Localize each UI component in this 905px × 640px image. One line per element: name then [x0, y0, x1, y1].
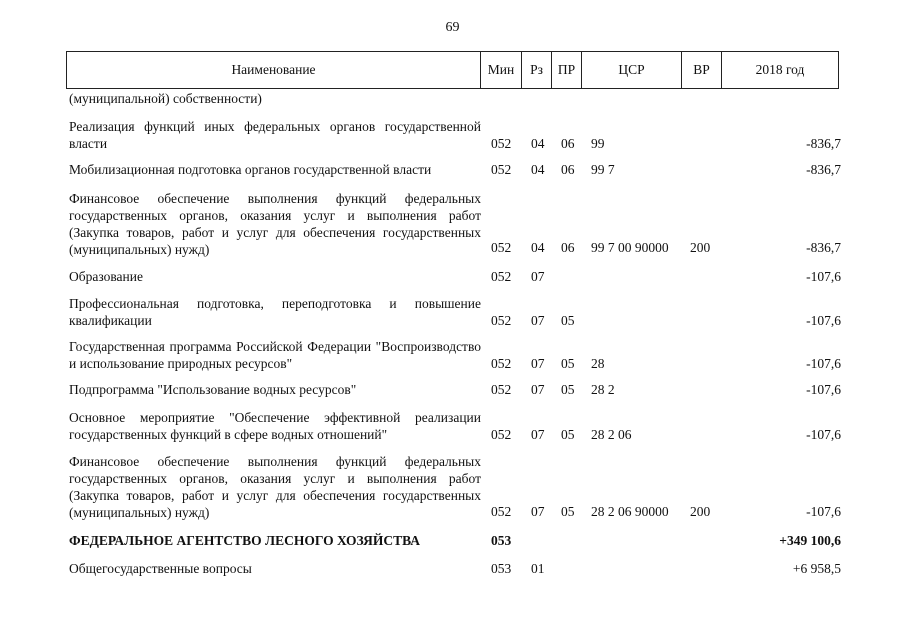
row-pr: 05: [561, 313, 575, 328]
row-csr: 28 2 06: [591, 427, 632, 442]
row-amount: -107,6: [806, 427, 841, 442]
header-rz: Рз: [522, 52, 552, 89]
row-pr: 05: [561, 504, 575, 519]
row-min: 052: [491, 427, 512, 442]
row-rz: 07: [531, 382, 545, 397]
row-name: Подпрограмма "Использование водных ресурсов": [69, 382, 357, 397]
row-amount: +6 958,5: [792, 561, 841, 576]
header-name: Наименование: [67, 52, 481, 89]
row-csr: 99: [591, 136, 605, 151]
row-rz: 07: [531, 356, 545, 371]
row-csr: 99 7 00 90000: [591, 240, 669, 255]
row-name: Реализация функций иных федеральных органов государственной власти: [69, 119, 481, 151]
page-number: 69: [445, 20, 460, 35]
row-rz: 07: [531, 313, 545, 328]
row-min: 052: [491, 136, 512, 151]
row-csr: 28 2 06 90000: [591, 504, 669, 519]
row-pr: 05: [561, 382, 575, 397]
row-min: 052: [491, 240, 512, 255]
row-rz: 07: [531, 269, 545, 284]
row-rz: 04: [531, 136, 545, 151]
row-amount: -836,7: [806, 240, 841, 255]
header-csr: ЦСР: [582, 52, 682, 89]
row-rz: 01: [531, 561, 545, 576]
row-name: Основное мероприятие "Обеспечение эффективной реализации государственных функций в сфере водных отношений": [69, 410, 481, 442]
row-rz: 07: [531, 427, 545, 442]
row-amount: -107,6: [806, 382, 841, 397]
row-pr: 06: [561, 162, 575, 177]
row-csr: 99 7: [591, 162, 615, 177]
row-rz: 04: [531, 240, 545, 255]
row-min: 052: [491, 313, 512, 328]
row-amount: +349 100,6: [779, 533, 841, 548]
row-amount: -107,6: [806, 356, 841, 371]
row-amount: -836,7: [806, 162, 841, 177]
header-min: Мин: [481, 52, 522, 89]
row-pr: 05: [561, 427, 575, 442]
row-csr: 28 2: [591, 382, 615, 397]
row-min: 052: [491, 504, 512, 519]
row-rz: 07: [531, 504, 545, 519]
row-amount: -107,6: [806, 504, 841, 519]
row-amount: -836,7: [806, 136, 841, 151]
table-header: [66, 51, 839, 89]
row-min: 052: [491, 162, 512, 177]
row-name: Профессиональная подготовка, переподготовка и повышение квалификации: [69, 296, 481, 328]
row-pr: 06: [561, 240, 575, 255]
row-pr: 06: [561, 136, 575, 151]
row-name: Финансовое обеспечение выполнения функций федеральных государственных органов, оказания услуг и выполнения работ (Закупка товаров, работ и услуг для обеспечения государственных (муниципальных) нужд): [69, 191, 481, 257]
row-name: Мобилизационная подготовка органов государственной власти: [69, 162, 432, 177]
row-amount: -107,6: [806, 313, 841, 328]
row-name: ФЕДЕРАЛЬНОЕ АГЕНТСТВО ЛЕСНОГО ХОЗЯЙСТВА: [69, 533, 421, 548]
row-min: 052: [491, 356, 512, 371]
row-min: 053: [491, 533, 512, 548]
row-vr: 200: [690, 504, 711, 519]
row-amount: -107,6: [806, 269, 841, 284]
row-name: Финансовое обеспечение выполнения функций федеральных государственных органов, оказания услуг и выполнения работ (Закупка товаров, работ и услуг для обеспечения государственных (муниципальных) нужд): [69, 454, 481, 520]
header-year: 2018 год: [722, 52, 839, 89]
row-name: Общегосударственные вопросы: [69, 561, 252, 576]
row-rz: 04: [531, 162, 545, 177]
row-name: Образование: [69, 269, 143, 284]
header-pr: ПР: [552, 52, 582, 89]
row-pr: 05: [561, 356, 575, 371]
row-min: 052: [491, 382, 512, 397]
row-min: 053: [491, 561, 512, 576]
row-name: (муниципальной) собственности): [69, 91, 262, 106]
header-vr: ВР: [682, 52, 722, 89]
row-min: 052: [491, 269, 512, 284]
row-name: Государственная программа Российской Федерации "Воспроизводство и использование природных ресурсов": [69, 339, 481, 371]
row-vr: 200: [690, 240, 711, 255]
row-csr: 28: [591, 356, 605, 371]
